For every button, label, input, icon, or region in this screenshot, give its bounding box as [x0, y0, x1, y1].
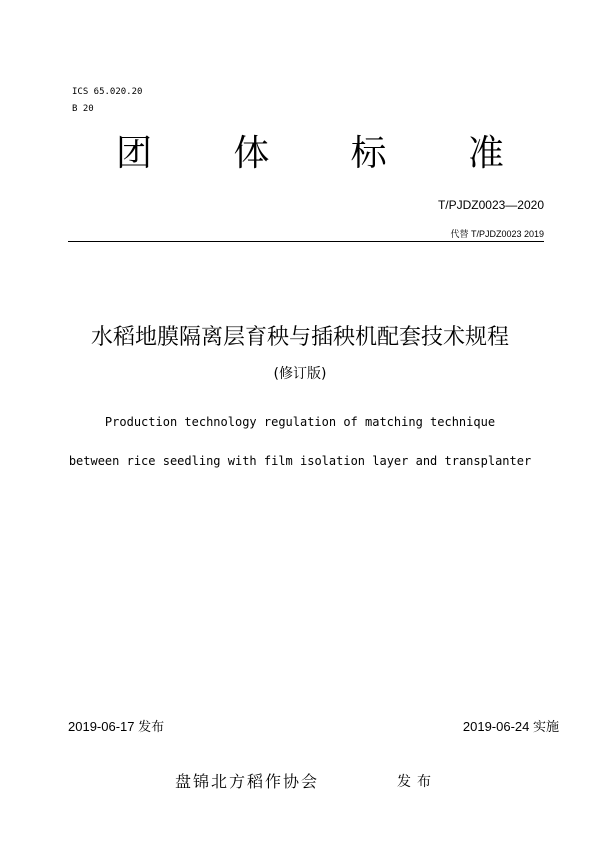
replaces-note: 代替 T/PJDZ0023 2019 [450, 229, 544, 239]
standard-number: T/PJDZ0023—2020 [437, 198, 544, 212]
title-char-1: 团 [115, 132, 152, 174]
document-type-title [112, 128, 508, 172]
title-char-2: 体 [233, 132, 270, 174]
title-char-3: 标 [350, 132, 387, 174]
english-title-line-1: Production technology regulation of matching technique [104, 415, 496, 429]
publisher-name: 盘锦北方稻作协会 [175, 772, 320, 791]
edition-label: (修订版) [273, 366, 327, 382]
title-char-4: 准 [467, 132, 504, 174]
ics-code: ICS 65.020.20 [72, 87, 143, 97]
implementation-date: 2019-06-24 实施 [462, 719, 559, 734]
publish-label: 发布 [397, 774, 437, 790]
ccs-code: B 20 [72, 104, 94, 114]
header-divider [68, 241, 544, 242]
english-title-line-2: between rice seedling with film isolation layer and transplanter [68, 454, 532, 468]
chinese-title: 水稻地膜隔离层育秧与插秧机配套技术规程 [90, 325, 509, 350]
issue-date: 2019-06-17 发布 [68, 719, 165, 734]
